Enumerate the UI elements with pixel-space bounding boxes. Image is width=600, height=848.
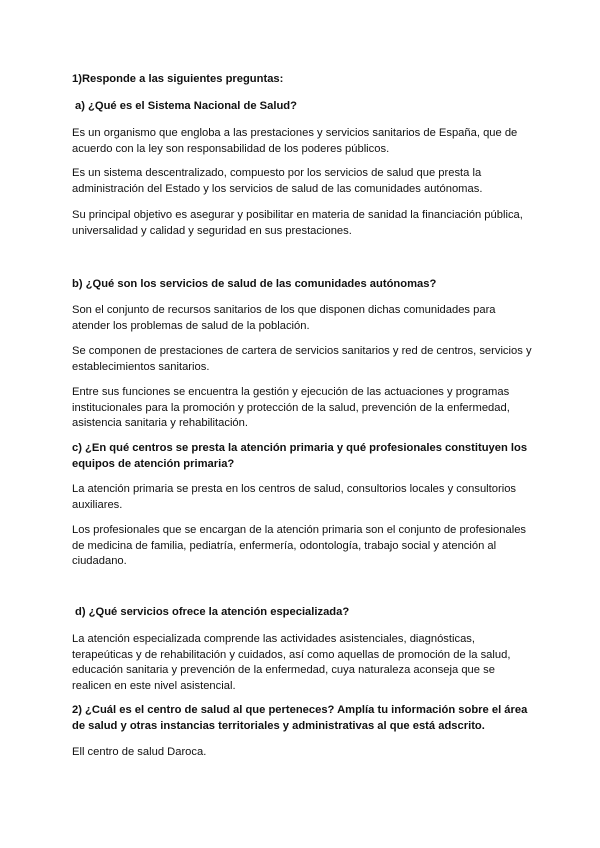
answer-a-paragraph-2: Es un sistema descentralizado, compuesto por los servicios de salud que presta la administración del Estado y los servicios de salud de las comunidades autónomas. — [72, 167, 483, 195]
section-heading: 1)Responde a las siguientes preguntas: — [72, 73, 284, 85]
answer-c-paragraph-1: La atención primaria se presta en los centros de salud, consultorios locales y consultorios auxiliares. — [72, 483, 517, 511]
answer-b-paragraph-2: Se componen de prestaciones de cartera de servicios sanitarios y red de centros, servicios y establecimientos sanitarios. — [72, 345, 532, 373]
question-b: b) ¿Qué son los servicios de salud de las comunidades autónomas? — [72, 278, 437, 290]
answer-b-paragraph-3: Entre sus funciones se encuentra la gestión y ejecución de las actuaciones y programas institucionales para la promoción y protección de la salud, prevención de la enfermedad, asistencia sanitaria y rehabilitación. — [72, 386, 510, 429]
question-2: 2) ¿Cuál es el centro de salud al que perteneces? Amplía tu información sobre el área de salud y otras instancias territoriales y administrativas al que está adscrito. — [72, 704, 528, 732]
question-a: a) ¿Qué es el Sistema Nacional de Salud? — [75, 100, 297, 112]
answer-a-paragraph-1: Es un organismo que engloba a las prestaciones y servicios sanitarios de España, que de acuerdo con la ley son responsabilidad de los poderes públicos. — [72, 127, 518, 155]
question-d: d) ¿Qué servicios ofrece la atención especializada? — [75, 606, 350, 618]
answer-a-paragraph-3: Su principal objetivo es asegurar y posibilitar en materia de sanidad la financiación pública, universalidad y calidad y seguridad en sus prestaciones. — [72, 209, 523, 237]
answer-2: Ell centro de salud Daroca. — [72, 746, 207, 758]
answer-b-paragraph-1: Son el conjunto de recursos sanitarios de los que disponen dichas comunidades para atender los problemas de salud de la población. — [72, 304, 496, 332]
question-c: c) ¿En qué centros se presta la atención primaria y qué profesionales constituyen los equipos de atención primaria? — [72, 442, 528, 470]
answer-d-paragraph-1: La atención especializada comprende las actividades asistenciales, diagnósticas, terapeúticas y de rehabilitación y cuidados, así como aquellas de promoción de la salud, educación sanitaria y prevención de la enfermedad, cuya naturaleza aconseja que se realicen en este nivel asistencial. — [72, 633, 511, 692]
answer-c-paragraph-2: Los profesionales que se encargan de la atención primaria son el conjunto de profesionales de medicina de familia, pediatría, enfermería, odontología, trabajo social y atención al ciudadano. — [72, 524, 527, 567]
